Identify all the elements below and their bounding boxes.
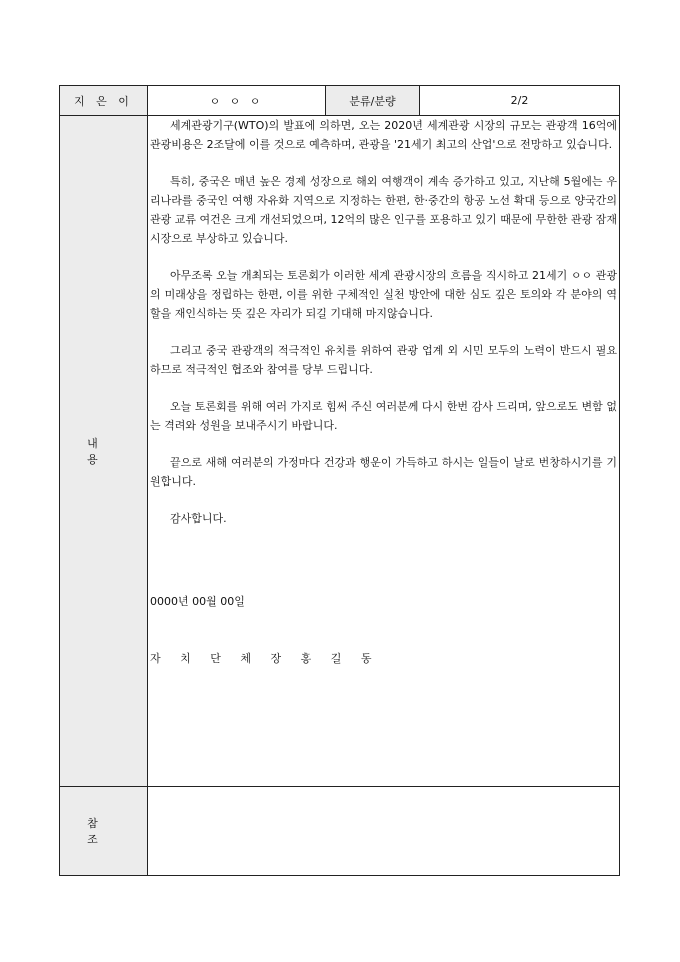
reference-label: 참 조: [60, 787, 148, 876]
reference-value: [148, 787, 620, 876]
content-row: [60, 116, 620, 787]
paragraph: 끝으로 새해 여러분의 가정마다 건강과 행운이 가득하고 하시는 일들이 날로 번창하시기를 기원합니다.: [150, 456, 617, 488]
content-label: 내 용: [60, 116, 148, 787]
category-value: 2/2: [420, 86, 620, 116]
signer-name: 자 치 단 체 장 홍 길 동: [150, 652, 380, 665]
paragraph: 특히, 중국은 매년 높은 경제 성장으로 해외 여행객이 계속 증가하고 있고, 지난해 5월에는 우리나라를 중국인 여행 자유화 지역으로 지정하는 한편, 한·중간의 항공 노선 확대 등으로 양국간의 관광 교류 여건은 크게 개선되었으며, 12억의 많은 인구를 포용하고 있기 때문에 무한한 관광 잠재시장으로 부상하고 있습니다.: [150, 175, 617, 245]
header-row: [60, 86, 620, 116]
content-body: [148, 116, 620, 787]
paragraph: 아무조록 오늘 개최되는 토론회가 이러한 세계 관광시장의 흐름을 직시하고 21세기 ㅇㅇ 관광의 미래상을 정립하는 한편, 이를 위한 구체적인 실천 방안에 대한 심도 깊은 토의와 각 분야의 역할을 재인식하는 뜻 깊은 자리가 되길 기대해 마지않습니다.: [150, 269, 617, 320]
paragraph: 그리고 중국 관광객의 적극적인 유치를 위하여 관광 업계 외 시민 모두의 노력이 반드시 필요하므로 적극적인 협조와 참여를 당부 드립니다.: [150, 344, 617, 376]
document-date: 0000년 00월 00일: [150, 595, 245, 608]
content-text: [150, 116, 617, 668]
paragraph: 세계관광기구(WTO)의 발표에 의하면, 오는 2020년 세계관광 시장의 규모는 관광객 16억에 관광비용은 2조달에 이를 것으로 예측하며, 관광을 '21세기 최고의 산업'으로 전망하고 있습니다.: [150, 119, 617, 151]
author-label: 지 은 이: [60, 86, 148, 116]
document-form: [59, 85, 620, 876]
paragraph: 오늘 토론회를 위해 여러 가지로 힘써 주신 여러분께 다시 한번 감사 드리며, 앞으로도 변함 없는 격려와 성원을 보내주시기 바랍니다.: [150, 400, 617, 432]
author-value: ㅇ ㅇ ㅇ: [148, 86, 326, 116]
reference-row: [60, 787, 620, 876]
category-label: 분류/분량: [326, 86, 420, 116]
paragraph: 감사합니다.: [170, 512, 227, 525]
